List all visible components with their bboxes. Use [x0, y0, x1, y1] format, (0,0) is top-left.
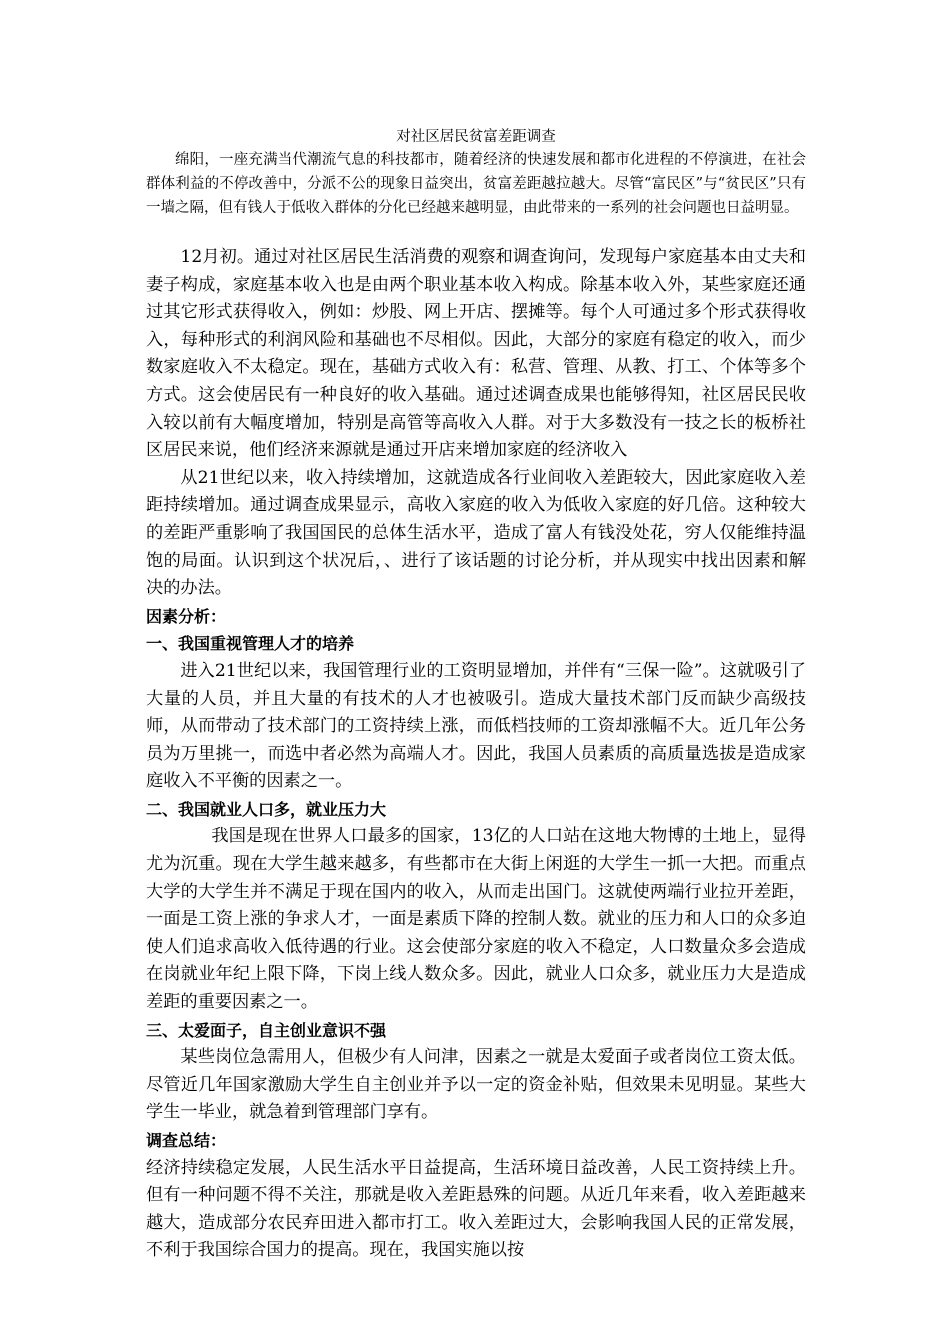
- analysis-heading: 因素分析：: [146, 606, 227, 626]
- document-title: 对社区居民贫富差距调查: [396, 129, 556, 145]
- factor-1-body: 进入21世纪以来，我国管理行业的工资明显增加，并伴有“三保一险”。这就吸引了大量的人员，并且大量的有技术的人才也被吸引。造成大量技术部门反而缺少高级技师，从而带动了技术部门的工资持续上涨，而低档技师的工资却涨幅不大。近几年公务员为万里挑一，而选中者必然为高端人才。因此，我国人员素质的高质量选拔是造成家庭收入不平衡的因素之一。: [146, 660, 806, 792]
- factor-1-heading: 一、我国重视管理人才的培养: [146, 634, 355, 654]
- intro-paragraph-1: 绵阳，一座充满当代潮流气息的科技都市，随着经济的快速发展和都市化进程的不停演进，在社会群体利益的不停改善中，分派不公的现象日益突出，贫富差距越拉越大。尽管“富民区”与“贫民区”只有一墙之隔，但有钱人于低收入群体的分化已经越来越明显，由此带来的一系列的社会问题也日益明显。: [146, 152, 806, 216]
- summary-heading: 调查总结：: [146, 1131, 227, 1150]
- body-section: [146, 244, 806, 1265]
- summary-body: 经济持续稳定发展，人民生活水平日益提高，生活环境日益改善，人民工资持续上升。但有一种问题不得不关注，那就是收入差距悬殊的问题。从近几年来看，收入差距越来越大，造成部分农民弃田进入都市打工。收入差距过大，会影响我国人民的正常发展，不利于我国综合国力的提高。现在，我国实施以按: [146, 1157, 806, 1261]
- intro-paragraph-3: 从21世纪以来，收入持续增加，这就造成各行业间收入差距较大，因此家庭收入差距持续增加。通过调查成果显示，高收入家庭的收入为低收入家庭的好几倍。这种较大的差距严重影响了我国国民的总体生活水平，造成了富人有钱没处花，穷人仅能维持温饱的局面。认识到这个状况后，、进行了该话题的讨论分析，并从现实中找出因素和解决的办法。: [146, 467, 806, 599]
- intro-paragraph-1-block: [146, 148, 806, 220]
- factor-3-heading: 三、太爱面子，自主创业意识不强: [146, 1020, 387, 1040]
- factor-2-heading: 二、我国就业人口多，就业压力大: [146, 799, 387, 819]
- intro-paragraph-2: 12月初。通过对社区居民生活消费的观察和调查询问，发现每户家庭基本由丈夫和妻子构成，家庭基本收入也是由两个职业基本收入构成。除基本收入外，某些家庭还通过其它形式获得收入，例如：炒股、网上开店、摆摊等。每个人可通过多个形式获得收入，每种形式的利润风险和基础也不尽相似。因此，大部分的家庭有稳定的收入，而少数家庭收入不太稳定。现在，基础方式收入有：私营、管理、从教、打工、个体等多个方式。这会使居民有一种良好的收入基础。通过述调查成果也能够得知，社区居民民收入较以前有大幅度增加，特别是高管等高收入人群。对于大多数没有一技之长的板桥社区居民来说，他们经济来源就是通过开店来增加家庭的经济收入: [146, 247, 806, 461]
- factor-3-body: 某些岗位急需用人，但极少有人问津，因素之一就是太爱面子或者岗位工资太低。尽管近几年国家激励大学生自主创业并予以一定的资金补贴，但效果未见明显。某些大学生一毕业，就急着到管理部门享有。: [146, 1047, 806, 1123]
- factor-2-body: 我国是现在世界人口最多的国家，13亿的人口站在这地大物博的土地上，显得尤为沉重。现在大学生越来越多，有些都市在大街上闲逛的大学生一抓一大把。而重点大学的大学生并不满足于现在国内的收入，从而走出国门。这就使两端行业拉开差距，一面是工资上涨的争求人才，一面是素质下降的控制人数。就业的压力和人口的众多迫使人们追求高收入低待遇的行业。这会使部分家庭的收入不稳定，人口数量众多会造成在岗就业年纪上限下降，下岗上线人数众多。因此，就业人口众多，就业压力大是造成差距的重要因素之一。: [146, 826, 806, 1013]
